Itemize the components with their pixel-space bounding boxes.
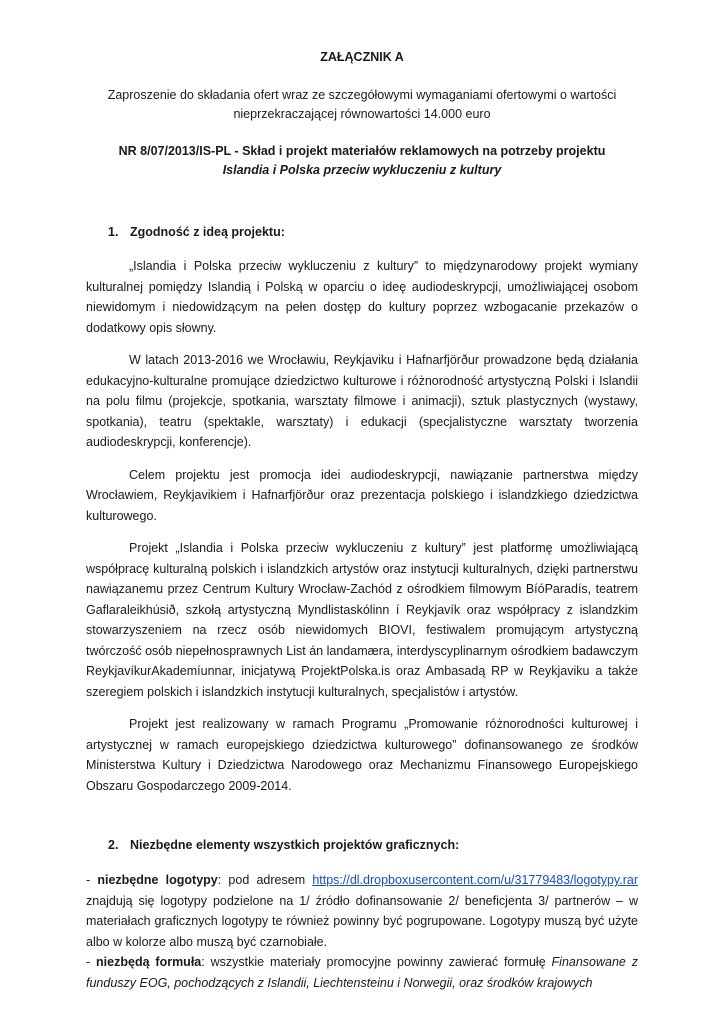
item-label: niezbędą formuła	[96, 955, 202, 969]
paragraph: W latach 2013-2016 we Wrocławiu, Reykjaviku i Hafnarfjörður prowadzone będą działania edukacyjno-kulturalne promujące dziedzictwo kulturowe i różnorodność artystyczną Polski i Islandii na polu filmu (projekcje, spotkania, warsztaty filmowe i animacji), sztuk plastycznych (wystawy, spotkania), teatru (spektakle, warsztaty) i edukacji (specjalistyczne warsztaty tworzenia audiodeskrypcji, konferencje).	[86, 353, 638, 449]
item-prefix: -	[86, 873, 98, 887]
section-2-title: Niezbędne elementy wszystkich projektów graficznych:	[130, 838, 460, 852]
item-prefix: -	[86, 955, 97, 969]
requirement-formula	[86, 952, 638, 993]
section-1-heading	[86, 225, 638, 239]
item-label: niezbędne logotypy	[97, 873, 218, 887]
section-1-title: Zgodność z ideą projektu:	[130, 225, 285, 239]
funding-formula-text: Finansowane z funduszy EOG, pochodzących z Islandii, Liechtensteinu i Norwegii, oraz środków krajowych	[86, 955, 639, 990]
document-subtitle: Zaproszenie do składania ofert wraz ze szczegółowymi wymaganiami ofertowymi o wartości nieprzekraczającej równowartości 14.000 euro	[107, 88, 617, 121]
paragraph: „Islandia i Polska przeciw wykluczeniu z kultury” to międzynarodowy projekt wymiany kulturalnej pomiędzy Islandią i Polską w oparciu o ideę audiodeskrypcji, umożliwiającej osobom niewidomym i niedowidzącym na pełen dostęp do kultury poprzez wzbogacanie przekazów o dodatkowy opis słowny.	[86, 259, 638, 335]
document-page	[86, 50, 638, 993]
project-name: Islandia i Polska przeciw wykluczeniu z kultury	[222, 163, 502, 177]
item-text: : wszystkie materiały promocyjne powinny zawierać formułę	[201, 955, 552, 969]
paragraph: Projekt „Islandia i Polska przeciw wykluczeniu z kultury” jest platformę umożliwiającą współpracę kulturalną polskich i islandzkich artystów oraz instytucji kulturalnych, dzięki partnerstwu nawiązanemu przez Centrum Kultury Wrocław-Zachód z ośrodkiem filmowym BíóParadís, teatrem Gaflaraleikhúsið, szkołą artystyczną Myndlistaskólinn í Reykjavík oraz współpracy z islandzkim stowarzyszeniem na rzecz osób niewidomych BIOVI, festiwalem promującym artystyczną twórczość osób niepełnosprawnych List án landamæra, interdyscyplinarnym ośrodkiem badawczym ReykjavíkurAkademíunnar, inicjatywą ProjektPolska.is oraz Ambasadą RP w Reykjaviku a także szeregiem polskich i islandzkich instytucji kulturalnych, specjalistów i artystów.	[86, 541, 638, 699]
reference-number: NR 8/07/2013/IS-PL - Skład i projekt materiałów reklamowych na potrzeby projektu	[118, 144, 606, 158]
paragraph: Celem projektu jest promocja idei audiodeskrypcji, nawiązanie partnerstwa między Wrocławiem, Reykjavikiem i Hafnarfjörður oraz prezentacja polskiego i islandzkiego dziedzictwa kulturowego.	[86, 467, 638, 523]
item-text: znajdują się logotypy podzielone na 1/ źródło dofinansowanie 2/ beneficjenta 3/ partnerów – w materiałach graficznych logotypy te również powinny być pogrupowane. Logotypy muszą być użyte albo w kolorze albo muszą być czarnobiałe.	[86, 893, 638, 949]
page-title: ZAŁĄCZNIK A	[320, 50, 404, 64]
item-text: : pod adresem	[217, 873, 313, 887]
logotypes-download-link[interactable]: https://dl.dropboxusercontent.com/u/31779483/logotypy.rar	[312, 873, 638, 887]
section-1-number: 1.	[108, 225, 119, 239]
requirement-logotypes	[86, 870, 638, 952]
section-2-heading	[86, 838, 638, 852]
section-2-number: 2.	[108, 838, 119, 852]
paragraph: Projekt jest realizowany w ramach Programu „Promowanie różnorodności kulturowej i artystycznej w ramach europejskiego dziedzictwa kulturowego” dofinansowanego ze środków Ministerstwa Kultury i Dziedzictwa Narodowego oraz Mechanizmu Finansowego Europejskiego Obszaru Gospodarczego 2009-2014.	[86, 717, 638, 793]
